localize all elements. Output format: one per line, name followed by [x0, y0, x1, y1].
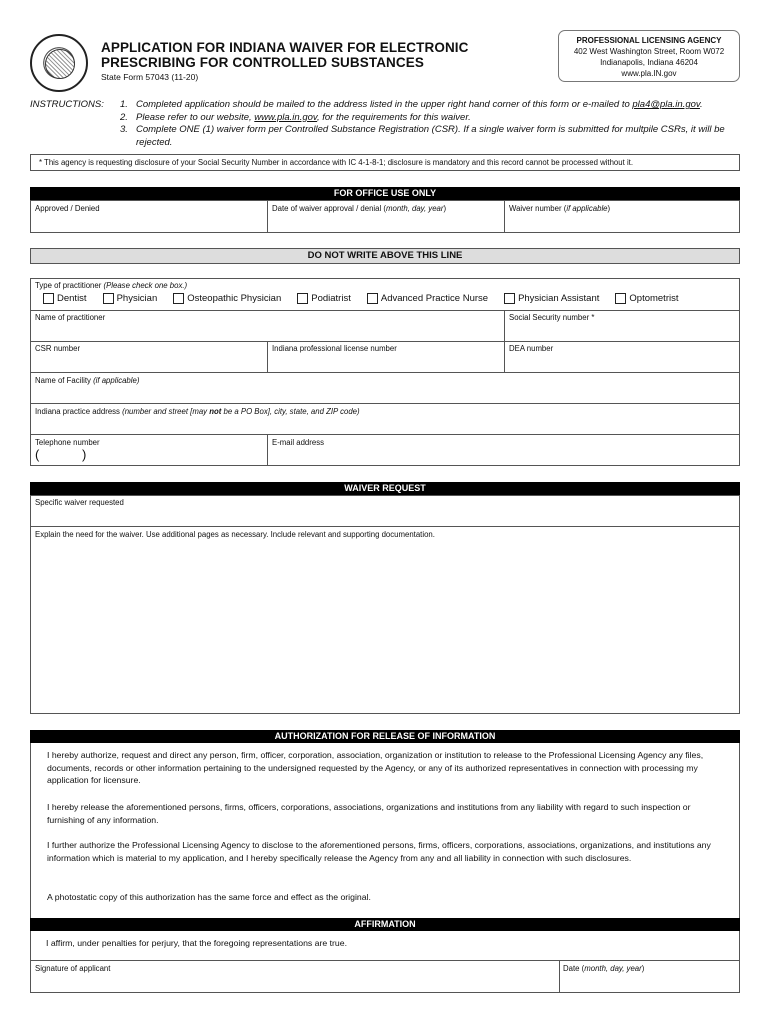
- practitioner-type-label: Type of practitioner (Please check one box.): [35, 281, 188, 290]
- option-dentist[interactable]: Dentist: [43, 293, 87, 304]
- practitioner-info-box: [30, 278, 740, 466]
- signature-row: [30, 960, 740, 993]
- authorization-paragraph: I hereby authorize, request and direct any person, firm, officer, corporation, association, organization or institution to release to the Professional Licensing Agency any files, documents, records or other information pertaining to the undersigned requested by the Agency, or any of its authorized representatives in connection with processing my application for licensure.: [47, 750, 704, 785]
- approval-date-field[interactable]: Date of waiver approval / denial (month, day, year): [272, 204, 447, 213]
- email-link[interactable]: pla4@pla.in.gov: [632, 99, 700, 110]
- facility-name-field[interactable]: Name of Facility (if applicable): [35, 376, 140, 385]
- affirmation-header: AFFIRMATION: [30, 918, 740, 931]
- checkbox[interactable]: [43, 293, 54, 304]
- instruction-item: 3. Complete ONE (1) waiver form per Controlled Substance Registration (CSR). If a single waiver form is submitted for multpile CSRs, it will be rejected.: [120, 124, 725, 148]
- approved-denied-field[interactable]: Approved / Denied: [35, 204, 100, 213]
- option-osteopathic-physician[interactable]: Osteopathic Physician: [173, 293, 281, 304]
- license-number-field[interactable]: Indiana professional license number: [272, 344, 397, 353]
- practice-address-field[interactable]: Indiana practice address (number and street [may not be a PO Box], city, state, and ZIP code): [35, 407, 360, 416]
- authorization-header: AUTHORIZATION FOR RELEASE OF INFORMATION: [30, 730, 740, 743]
- dea-number-field[interactable]: DEA number: [509, 344, 554, 353]
- instructions-label: INSTRUCTIONS:: [30, 99, 104, 110]
- authorization-box: [30, 743, 740, 993]
- office-use-box: [30, 200, 740, 233]
- waiver-request-header: WAIVER REQUEST: [30, 482, 740, 495]
- release-paragraph: I hereby release the aforementioned persons, firms, officers, corporations, associations, organizations and institutions from any liability with regard to such inspection or furnishing of any information.: [47, 802, 691, 825]
- checkbox[interactable]: [504, 293, 515, 304]
- csr-number-field[interactable]: CSR number: [35, 344, 81, 353]
- waiver-number-field[interactable]: Waiver number (if applicable): [509, 204, 611, 213]
- instruction-item: 2. Please refer to our website, www.pla.in.gov, for the requirements for this waiver.: [120, 111, 471, 123]
- do-not-write-banner: DO NOT WRITE ABOVE THIS LINE: [30, 248, 740, 264]
- practitioner-type-options: [43, 293, 695, 304]
- phone-area-open: (: [35, 447, 40, 462]
- option-physician[interactable]: Physician: [103, 293, 158, 304]
- option-podiatrist[interactable]: Podiatrist: [297, 293, 351, 304]
- option-optometrist[interactable]: Optometrist: [615, 293, 678, 304]
- agency-name: PROFESSIONAL LICENSING AGENCY: [576, 36, 722, 45]
- checkbox[interactable]: [173, 293, 184, 304]
- agency-address-line1: 402 West Washington Street, Room W072: [573, 47, 725, 56]
- practitioner-name-field[interactable]: Name of practitioner: [35, 313, 106, 322]
- affirmation-text: I affirm, under penalties for perjury, that the foregoing representations are true.: [46, 938, 348, 948]
- checkbox[interactable]: [103, 293, 114, 304]
- indiana-state-seal-icon: [30, 34, 88, 92]
- photostatic-copy-paragraph: A photostatic copy of this authorization has the same force and effect as the original.: [47, 892, 371, 902]
- waiver-explanation-field[interactable]: Explain the need for the waiver. Use additional pages as necessary. Include relevant and supporting documentation.: [35, 530, 435, 539]
- telephone-field[interactable]: Telephone number: [35, 438, 100, 447]
- agency-website: www.pla.IN.gov: [621, 69, 677, 78]
- checkbox[interactable]: [297, 293, 308, 304]
- form-title: APPLICATION FOR INDIANA WAIVER FOR ELECTRONIC PRESCRIBING FOR CONTROLLED SUBSTANCES: [101, 40, 469, 70]
- option-physician-assistant[interactable]: Physician Assistant: [504, 293, 599, 304]
- instruction-item: 1. Completed application should be mailed to the address listed in the upper right hand corner of this form or e-mailed to pla4@pla.in.gov.: [120, 99, 703, 110]
- instructions-list: [120, 99, 745, 149]
- agency-address-line2: Indianapolis, Indiana 46204: [600, 58, 698, 67]
- agency-address-box: [558, 30, 740, 82]
- signature-date-field[interactable]: Date (month, day, year): [563, 964, 645, 973]
- ssn-field[interactable]: Social Security number *: [509, 313, 595, 322]
- disclosure-paragraph: I further authorize the Professional Licensing Agency to disclose to the aforementioned persons, firms, officers, corporations, associations, organizations, and institutions any information which is material to my application, and I hereby specifically release the Agency from any and all liability in connection with such disclosures.: [47, 840, 711, 863]
- website-link[interactable]: www.pla.in.gov: [254, 111, 317, 123]
- ssn-disclosure-notice: * This agency is requesting disclosure of your Social Security Number in accordance with IC 4-1-8-1; disclosure is mandatory and this record cannot be processed without it.: [30, 154, 740, 171]
- email-field[interactable]: E-mail address: [272, 438, 324, 447]
- option-advanced-practice-nurse[interactable]: Advanced Practice Nurse: [367, 293, 488, 304]
- state-form-number: State Form 57043 (11-20): [101, 72, 199, 82]
- checkbox[interactable]: [367, 293, 378, 304]
- signature-field[interactable]: Signature of applicant: [35, 964, 111, 973]
- waiver-request-box: [30, 495, 740, 714]
- checkbox[interactable]: [615, 293, 626, 304]
- phone-area-close: ): [82, 447, 87, 462]
- office-use-header: FOR OFFICE USE ONLY: [30, 187, 740, 200]
- specific-waiver-field[interactable]: Specific waiver requested: [35, 498, 124, 507]
